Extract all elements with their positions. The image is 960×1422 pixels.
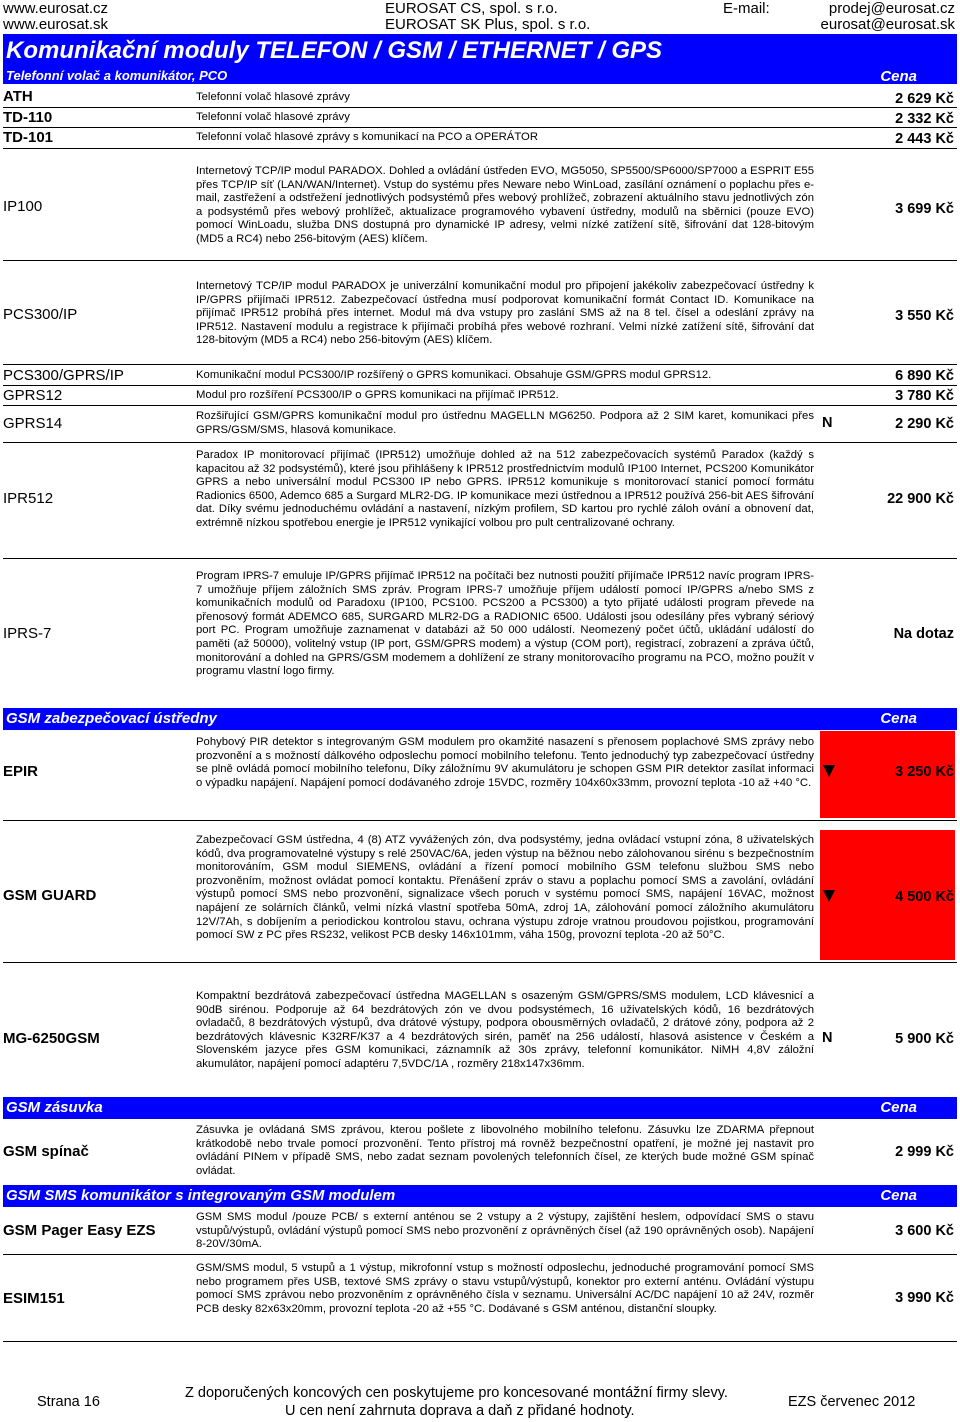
- price-header: Cena: [880, 68, 917, 85]
- product-name: GPRS12: [3, 387, 63, 404]
- product-name: ATH: [3, 88, 33, 105]
- company-sk: EUROSAT SK Plus, spol. s r.o.: [385, 16, 591, 33]
- product-description: Pohybový PIR detektor s integrovaným GSM modulem pro okamžité nasazení s přenosem poplachové SMS zprávy nebo prozvonění a s možností dálkového odposlechu pomocí mobilního telefonu. Tento jednoduchý typ zabezpečovací ústředny se plně ovládá pomocí mobilního telefonu, Díky záložnímu 9V akumulátoru je schopen GSM PIR detektor zasílat informaci o výpadku napájení. Napájení pomocí dodávaného zdroje 15VDC, rozměry 104x60x33mm, provozní teplota -10 až +40 °C.: [196, 736, 814, 789]
- product-description: Zabezpečovací GSM ústředna, 4 (8) ATZ vyvážených zón, dva podsystémy, jedna ovládací vstupní zóna, 8 uživatelských kódů, dva programovatelné výstupy s relé 250VAC/6A, jeden výstup na běžnou nebo zálohovanou sirénu s bezpečnostním monitorováním, GSM modul SIEMENS, ovládání a řízení pomocí mobilního GSM telefonu službou SMS nebo prozvoněním, možnost ovládat pomocí kontaktu. Přenášení zpráv o stavu a poplachu pomocí SMS a zavolání, ovládání výstupů pomocí SMS nebo prozvonění, signalizace všech poruch v systému pomocí SMS, napájení 16VAC, možnost napájení ze solárních článků, velmi nízká vlastní spotřeba 50mA, zdroj 1A, zálohování pomocí záložního akumulátoru 12V/7Ah, s dobíjením a periodickou kontrolou stavu, ochrana výstupu zdroje vratnou proudovou pojistkou, programování pomocí SW z PC přes RS232, velikost PCB desky 146x101mm, váha 150g, provozní teplota -20 až 50°C.: [196, 834, 814, 942]
- product-price: 3 699 Kč: [895, 201, 954, 217]
- product-description: Telefonní volač hlasové zprávy: [196, 91, 350, 103]
- product-price: 6 890 Kč: [895, 368, 954, 384]
- product-description: Internetový TCP/IP modul PARADOX. Dohled a ovládání ústředen EVO, MG5050, SP5500/SP6000/SP7000 a ESPRIT E55 přes TCP/IP síť (LAN/WAN/Internet). Vstup do systému přes Neware nebo WinLoad, zasílání oznámení o poplachu přes e-mail, zastřežení a odstřežení jednotlivých podsystémů přes webový prohlížeč, zobrazení aktuálního stavu jednotlivých zón a podsystémů přes webový prohlížeč, aktualizace programového vybavení ústředny, modulů na sběrnici (pouze EVO) pomocí WinLoadu, služba DNS dostupná pro dynamické IP adresy, velmi nízké zatížení sítě, šifrování dat 128-bitovým (MD5 a RC4) nebo 256-bitovým (AES) klíčem.: [196, 165, 814, 245]
- price-header: Cena: [880, 710, 917, 727]
- product-price: 3 250 Kč: [895, 764, 954, 780]
- footer-note-tax: U cen není zahrnuta doprava a daň z přidané hodnoty.: [285, 1403, 635, 1419]
- row-divider: [3, 405, 957, 406]
- product-name: EPIR: [3, 763, 39, 780]
- product-description: Komunikační modul PCS300/IP rozšířený o GPRS komunikaci. Obsahuje GSM/GPRS modul GPRS12.: [196, 369, 712, 381]
- row-divider: [3, 558, 957, 559]
- product-price: 3 990 Kč: [895, 1290, 954, 1306]
- price-down-icon: [823, 890, 835, 902]
- row-divider: [3, 385, 957, 386]
- product-description: GSM SMS modul /pouze PCB/ s externí anténou se 2 vstupy a 2 výstupy, zajištění heslem, odpovídací SMS o stavu vstupů/výstupů, ovládání výstupů pomocí SMS nebo prozvonění z oprávněných čísel (až 190 oprávněných osob). Napájení 8-20V/30mA.: [196, 1211, 814, 1251]
- company-cz: EUROSAT CS, spol. s r.o.: [385, 0, 558, 17]
- footer-date: EZS červenec 2012: [788, 1394, 916, 1410]
- product-description: Zásuvka je ovládaná SMS zprávou, kterou pošlete z libovolného mobilního telefonu. Zásuvku lze ZDARMA přepnout krátkodobě nebo trvale pomocí prozvonění. Tento přístroj má rovněž bezpečnostní opatření, je možné jej nastavit pro ovládání PINem v případě SMS, nebo zadat seznam povolených telefonních čísel, ze kterých bude možné GSM spínač ovládat.: [196, 1124, 814, 1177]
- product-name: GSM spínač: [3, 1143, 89, 1160]
- product-description: Internetový TCP/IP modul PARADOX je univerzální komunikační modul pro připojení jakékoliv zabezpečovací ústředny k IP/GPRS přijímači IPR512. Zabezpečovací ústředna musí podporovat komunikační formát Contact ID. Komunikace na přijímač IPR512 probíhá přes internet. Modul má dva vstupy pro zaslání SMS až na 8 tel. čísel a odeslání zprávy na IPR512. Nastavení modulu a registrace k přijímači probíhá přes webové rozhraní. Velmi nízké zatížení sítě, šifrování dat 128-bitovým (MD5 a RC4) nebo 256-bitovým (AES) klíčem.: [196, 280, 814, 347]
- product-price: 3 550 Kč: [895, 308, 954, 324]
- product-description: Telefonní volač hlasové zprávy: [196, 111, 350, 123]
- product-price: 22 900 Kč: [887, 491, 954, 507]
- price-down-icon: [823, 765, 835, 777]
- product-name: TD-110: [3, 109, 53, 126]
- row-divider: [3, 364, 957, 365]
- product-price: 3 600 Kč: [895, 1223, 954, 1239]
- page-title: Komunikační moduly TELEFON / GSM / ETHERNET / GPS: [6, 37, 663, 64]
- new-product-flag: N: [822, 1030, 833, 1046]
- product-price: 2 629 Kč: [895, 91, 954, 107]
- section-title: GSM zásuvka: [6, 1099, 103, 1116]
- email-label: E-mail:: [723, 0, 770, 17]
- product-name: GPRS14: [3, 415, 63, 432]
- product-price: 2 290 Kč: [895, 416, 954, 432]
- product-description: Modul pro rozšíření PCS300/IP o GPRS komunikaci na přijímač IPR512.: [196, 389, 559, 401]
- email-cz[interactable]: prodej@eurosat.cz: [828, 0, 955, 17]
- row-divider: [3, 127, 957, 128]
- new-product-flag: N: [822, 415, 833, 431]
- product-description: Rozšiřující GSM/GPRS komunikační modul pro ústřednu MAGELLN MG6250. Podpora až 2 SIM karet, komunikaci přes GPRS/GSM/SMS, hlasová komunikace.: [196, 410, 814, 436]
- product-price: 2 443 Kč: [895, 131, 954, 147]
- website-sk[interactable]: www.eurosat.sk: [3, 16, 109, 33]
- row-divider: [3, 148, 957, 149]
- product-description: Kompaktní bezdrátová zabezpečovací ústředna MAGELLAN s osazeným GSM/GPRS/SMS modulem, LCD klávesnicí a 90dB sirénou. Podporuje až 64 bezdrátových zón ve dvou podsystémech, 16 uživatelských kódů, 16 bezdrátových ovladačů, 8 bezdrátových výstupů, dva drátové výstupy, podpora obousměrných ovladačů, 2 drátové zóny, podpora až 2 bezdrátových klávesnic K32RF/K37 a 4 bezdrátových sirén, paměť na 256 událostí, hlasová asistence v Českém a Slovenském jazyce přes GSM komunikaci, záznamník až 30s zprávy, telefonní komunikátor. NiMH 4,8V záložní akumulátor, napájení pomocí adaptéru 7,5VDC/1A , rozměry 218x147x36mm.: [196, 990, 814, 1070]
- section-title: GSM SMS komunikátor s integrovaným GSM modulem: [6, 1187, 396, 1204]
- row-divider: [3, 820, 957, 821]
- row-divider: [3, 962, 957, 963]
- row-divider: [3, 260, 957, 261]
- section-header-gsm: [3, 708, 957, 730]
- section-title: GSM zabezpečovací ústředny: [6, 710, 217, 727]
- product-price: 3 780 Kč: [895, 388, 954, 404]
- product-price: 5 900 Kč: [895, 1031, 954, 1047]
- row-divider: [3, 1341, 957, 1342]
- price-header: Cena: [880, 1099, 917, 1116]
- section-header-sms: [3, 1185, 957, 1207]
- section-subtitle: Telefonní volač a komunikátor, PCO: [6, 68, 228, 83]
- product-description: Paradox IP monitorovací přijímač (IPR512) umožňuje dohled až na 512 zabezpečovacích systémů Paradox (každý s kapacitou až 32 podsystémů), které jsou přihlášeny k IPR512 prostřednictvím modulů IP100 Internet, PCS200 Komunikátor GPRS a nebo universální modul PCS300 IP nebo GPRS. IPR512 komunikuje s monitorovací stanicí pomocí formátu Radionics 6500, Ademco 685 a Surgard MLR2-DG. IP komunikace mezi ústřednou a IPR512 používá 256-bit AES šifrování dat. Díky svému jednoduchému ovládání a nastavení, nízkým profilem, SD kartou pro rychlé záloh ování a obnovení dat, extrémně nízkou spotřebou energie je IPR512 vynikající volbou pro pult centralizované ochrany.: [196, 449, 814, 529]
- product-description: Telefonní volač hlasové zprávy s komunikací na PCO a OPERÁTOR: [196, 131, 538, 143]
- price-header: Cena: [880, 1187, 917, 1204]
- product-description: GSM/SMS modul, 5 vstupů a 1 výstup, mikrofonní vstup s možností odposlechu, jednoduché programování pomocí SMS nebo programem přes USB, textové SMS zprávy o stavu vstupů/výstupů, konektor pro externí anténu. Ovládání výstupu pomocí SMS zprávou nebo prozvoněním z oprávněného čísla v seznamu. Universální AC/DC napájení 10 až 24V, rozměr PCB desky 82x63x20mm, provozní teplota -20 až +55 °C. Dodávané s GSM anténou, distanční sloupky.: [196, 1262, 814, 1315]
- product-description: Program IPRS-7 emuluje IP/GPRS přijímač IPR512 na počítači bez nutnosti použití přijímače IPR512 navíc program IPRS-7 umožňuje příjem záložních SMS zpráv. Program IPRS-7 umožňuje příjem událostí pomocí IP/GPRS a/nebo SMS z komunikačních modulů od Paradoxu (IP100, PCS100. PCS200 a PCS300) a tyto přijaté události program převede na přenosový formát ADEMCO 685, SURGARD MLR2-DG a RADIONIC 6500. Události jsou odesílány přes vybraný sériový port PC. Program umožňuje zaznamenat v databázi až 50 000 událostí. Neomezený počet účtů, ukládání událostí do paměti (až 50000), volitelný vstup (IP port, GSM/GPRS modem) a výstup (COM port), registrací, zobrazení a zpráva účtů, monitorování a dohled na GPRS/GSM modemem a dohlížení ze strany monitorovacího programu na PCO, možno použít v programu vlastní logo firmy.: [196, 570, 814, 678]
- product-name: IPRS-7: [3, 625, 52, 642]
- website-cz[interactable]: www.eurosat.cz: [3, 0, 109, 17]
- row-divider: [3, 1254, 957, 1255]
- product-price: 4 500 Kč: [895, 889, 954, 905]
- product-name: IPR512: [3, 490, 54, 507]
- row-divider: [3, 107, 957, 108]
- product-name: ESIM151: [3, 1290, 65, 1307]
- footer-note-discount: Z doporučených koncových cen poskytujeme pro koncesované montážní firmy slevy.: [185, 1385, 728, 1401]
- product-name: MG-6250GSM: [3, 1030, 100, 1047]
- product-name: TD-101: [3, 129, 54, 146]
- product-name: GSM Pager Easy EZS: [3, 1222, 156, 1239]
- product-name: GSM GUARD: [3, 887, 97, 904]
- page-number: Strana 16: [37, 1394, 100, 1410]
- row-divider: [3, 442, 957, 443]
- section-header-socket: [3, 1097, 957, 1119]
- product-price: Na dotaz: [893, 626, 954, 642]
- product-price: 2 332 Kč: [895, 111, 954, 127]
- title-bar: [3, 34, 957, 84]
- product-price: 2 999 Kč: [895, 1144, 954, 1160]
- product-name: PCS300/GPRS/IP: [3, 367, 124, 384]
- email-sk[interactable]: eurosat@eurosat.sk: [820, 16, 955, 33]
- product-name: PCS300/IP: [3, 306, 78, 323]
- product-name: IP100: [3, 198, 43, 215]
